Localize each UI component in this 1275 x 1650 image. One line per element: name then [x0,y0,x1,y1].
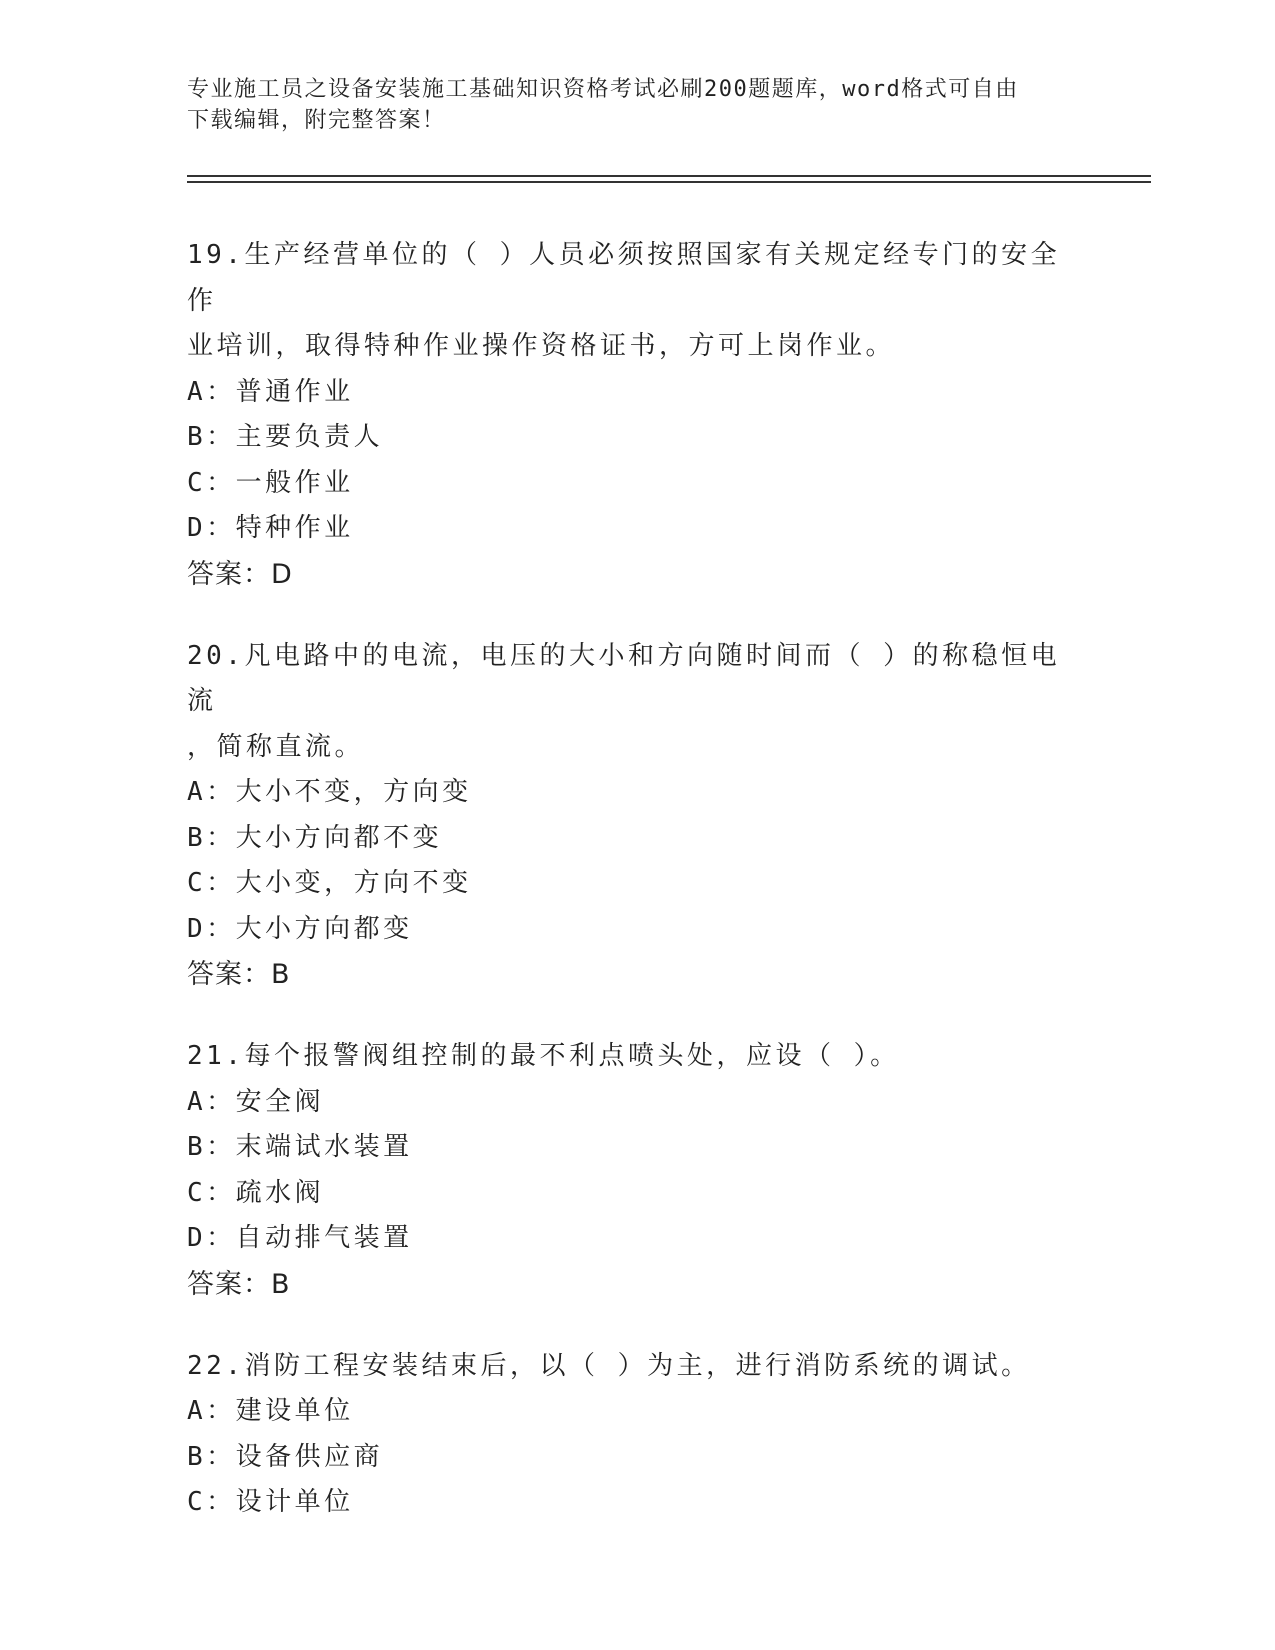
option-d: D：大小方向都变 [187,913,413,944]
stem-line: ，简称直流。 [187,731,365,762]
stem-line: 20.凡电路中的电流，电压的大小和方向随时间而（ ）的称稳恒电流 [187,640,1061,716]
option-d: D：自动排气装置 [187,1223,413,1253]
option-c: C：疏水阀 [187,1177,325,1208]
stem-line: 业培训，取得特种作业操作资格证书，方可上岗作业。 [187,331,896,361]
option-b: B：设备供应商 [187,1441,384,1472]
option-c: C：大小变，方向不变 [187,868,472,898]
header-line-1: 专业施工员之设备安装施工基础知识资格考试必刷200题题库，word格式可自由 [187,77,1019,102]
answer: 答案：B [187,1268,291,1300]
option-a: A：普通作业 [187,376,354,407]
question-stem [187,233,1087,370]
stem-line: 22.消防工程安装结束后，以（ ）为主，进行消防系统的调试。 [187,1350,1031,1381]
question-stem [187,634,1087,771]
question-stem [187,1344,1087,1390]
option-c: C：一般作业 [187,467,354,498]
question-20 [187,634,1087,999]
option-a: A：大小不变，方向变 [187,777,472,807]
option-b: B：主要负责人 [187,422,384,452]
stem-line: 19.生产经营单位的（ ）人员必须按照国家有关规定经专门的安全作 [187,240,1061,316]
question-stem [187,1034,1087,1080]
question-22 [187,1344,1087,1526]
option-b: B：大小方向都不变 [187,822,443,853]
answer: 答案：D [187,558,293,590]
document-header [187,74,1067,136]
question-21 [187,1034,1087,1308]
option-a: A：建设单位 [187,1396,354,1426]
option-d: D：特种作业 [187,513,354,543]
option-a: A：安全阀 [187,1086,325,1117]
question-list [187,233,1087,1562]
header-divider-bottom [187,181,1151,183]
answer: 答案：B [187,959,291,990]
question-19 [187,233,1087,598]
header-divider-top [187,175,1151,177]
option-b: B：末端试水装置 [187,1132,413,1162]
stem-line: 21.每个报警阀组控制的最不利点喷头处，应设（ ）。 [187,1041,900,1071]
header-line-2: 下载编辑，附完整答案！ [187,108,446,133]
option-c: C：设计单位 [187,1487,354,1517]
